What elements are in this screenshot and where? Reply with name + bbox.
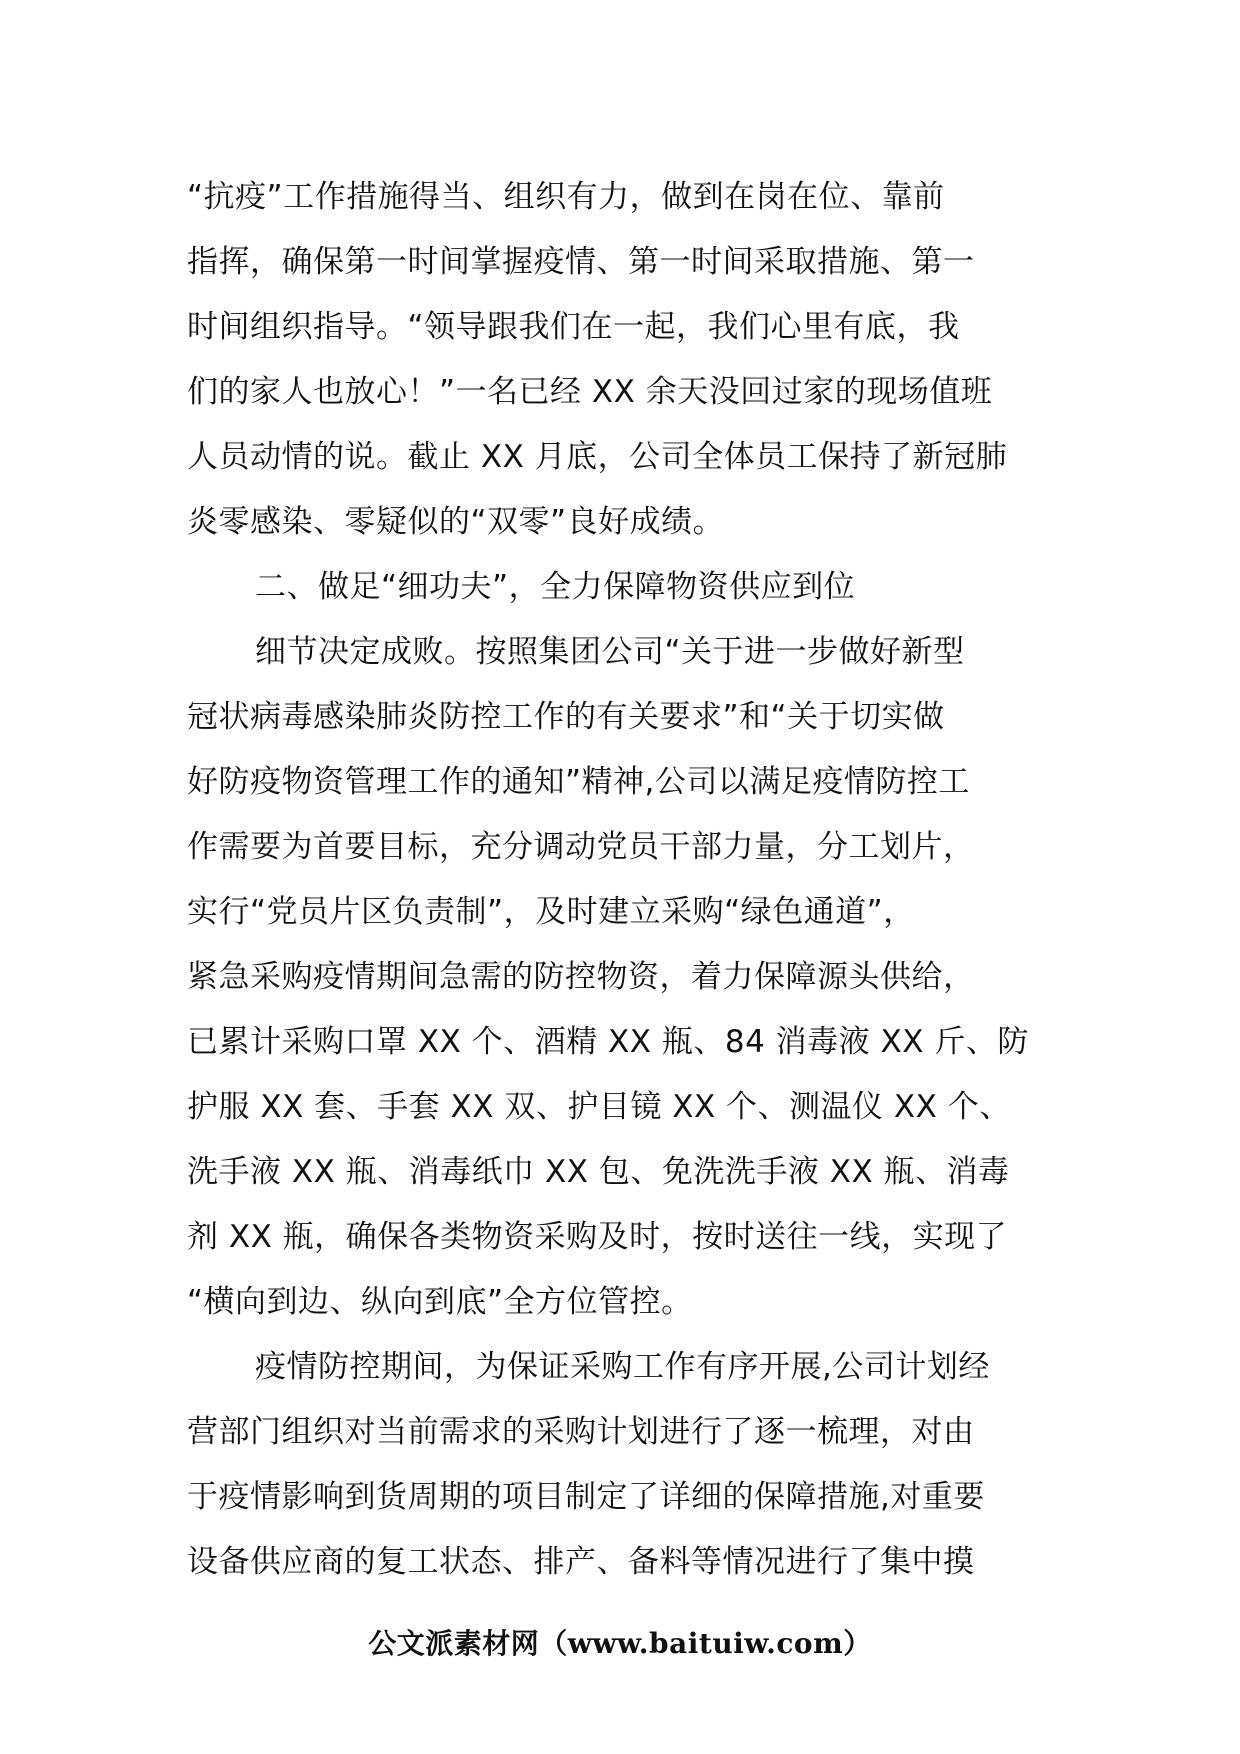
text-line: “抗疫”工作措施得当、组织有力，做到在岗在位、靠前 (187, 179, 945, 215)
text-line: 时间组织指导。“领导跟我们在一起，我们心里有底，我 (187, 309, 960, 345)
text-line: 冠状病毒感染肺炎防控工作的有关要求”和“关于切实做 (187, 699, 945, 735)
text-line: 炎零感染、零疑似的“双零”良好成绩。 (187, 504, 725, 540)
text-line: 实行“党员片区负责制”，及时建立采购“绿色通道”， (187, 894, 915, 930)
text-line: 营部门组织对当前需求的采购计划进行了逐一梳理，对由 (187, 1414, 975, 1450)
text-line: 作需要为首要目标，充分调动党员干部力量，分工划片， (187, 829, 975, 865)
text-line: 洗手液 XX 瓶、消毒纸巾 XX 包、免洗洗手液 XX 瓶、消毒 (187, 1154, 1010, 1190)
text-line: 好防疫物资管理工作的通知”精神,公司以满足疫情防控工 (187, 764, 970, 800)
page-footer-watermark: 公文派素材网（www.baituiw.com） (368, 1627, 872, 1660)
text-line: 紧急采购疫情期间急需的防控物资，着力保障源头供给， (187, 959, 975, 995)
document-body (187, 165, 1059, 1595)
text-line: 人员动情的说。截止 XX 月底，公司全体员工保持了新冠肺 (187, 439, 1008, 475)
text-line: 疫情防控期间，为保证采购工作有序开展,公司计划经 (255, 1349, 990, 1385)
text-line: 于疫情影响到货周期的项目制定了详细的保障措施,对重要 (187, 1479, 985, 1515)
text-line: “横向到边、纵向到底”全方位管控。 (187, 1284, 693, 1320)
text-line: 细节决定成败。按照集团公司“关于进一步做好新型 (255, 634, 965, 670)
text-line: 设备供应商的复工状态、排产、备料等情况进行了集中摸 (187, 1544, 975, 1580)
text-line: 剂 XX 瓶，确保各类物资采购及时，按时送往一线，实现了 (187, 1219, 1008, 1255)
text-line: 已累计采购口罩 XX 个、酒精 XX 瓶、84 消毒液 XX 斤、防 (187, 1024, 1029, 1060)
section-heading: 二、做足“细功夫”，全力保障物资供应到位 (255, 569, 856, 605)
text-line: 指挥，确保第一时间掌握疫情、第一时间采取措施、第一 (187, 244, 975, 280)
text-line: 们的家人也放心！”一名已经 XX 余天没回过家的现场值班 (187, 374, 993, 410)
text-line: 护服 XX 套、手套 XX 双、护目镜 XX 个、测温仪 XX 个、 (187, 1089, 1011, 1125)
